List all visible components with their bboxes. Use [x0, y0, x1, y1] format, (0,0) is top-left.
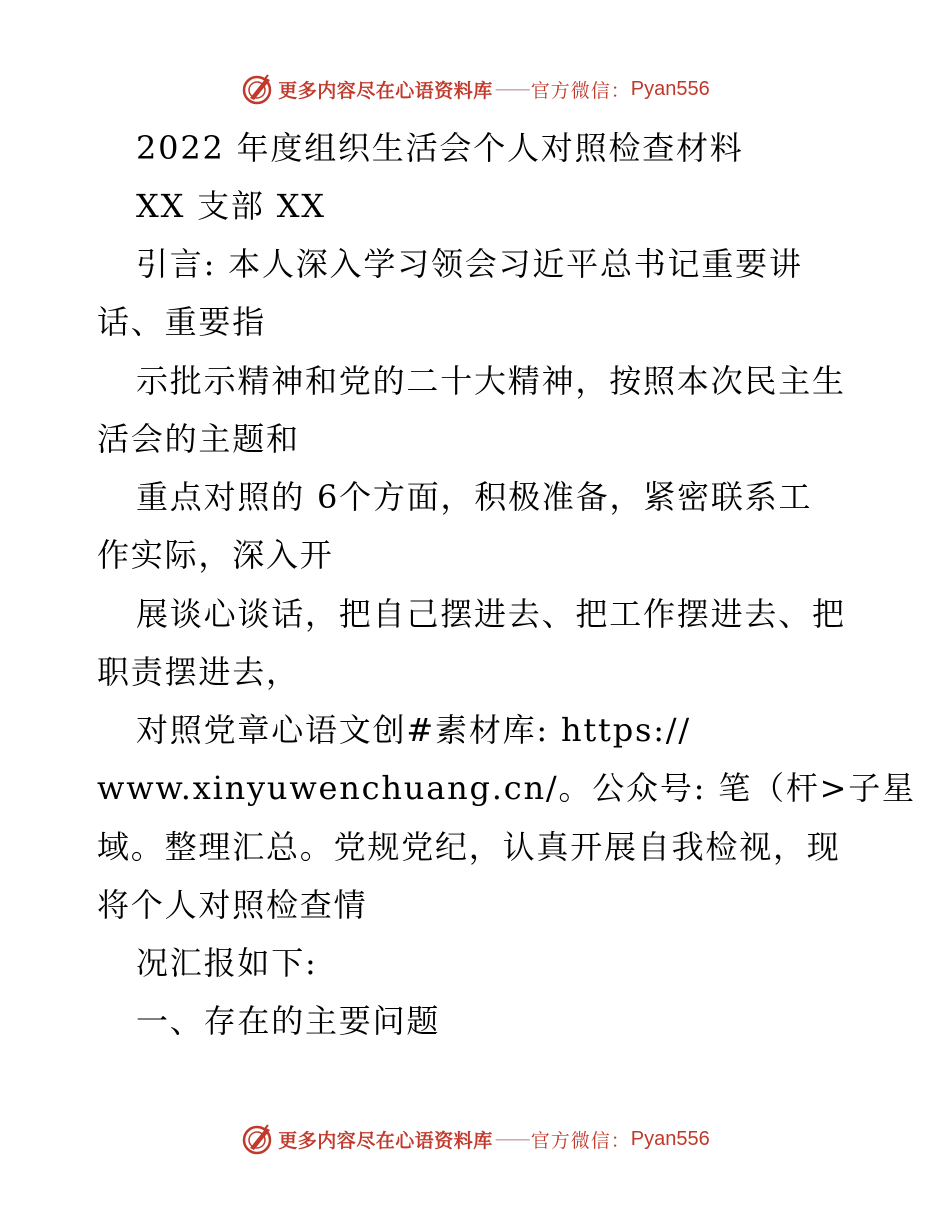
body-line: 域。整理汇总。党规党纪，认真开展自我检视，现: [97, 828, 841, 866]
watermark-official-label: 官方微信：: [530, 79, 631, 102]
body-line: 引言: 本人深入学习领会习近平总书记重要讲: [136, 245, 803, 283]
header-watermark: [0, 72, 950, 106]
watermark-brand: 更多内容尽在心语资料库: [278, 79, 493, 102]
watermark-dash: ——: [494, 1128, 529, 1150]
quill-logo-icon: [240, 1122, 274, 1156]
body-line: 况汇报如下:: [136, 944, 318, 982]
body-line: 活会的主题和: [97, 420, 300, 458]
body-line: 话、重要指: [97, 303, 267, 341]
body-line: 重点对照的 6个方面，积极准备，紧密联系工: [136, 478, 813, 516]
body-line: 职责摆进去，: [97, 653, 300, 691]
document-author: XX 支部 XX: [136, 187, 326, 225]
section-heading: 一、存在的主要问题: [136, 1002, 441, 1040]
body-line: www.xinyuwenchuang.cn/。公众号: 笔（杆>子星: [97, 769, 916, 807]
footer-watermark: [0, 1122, 950, 1156]
watermark-wechat-id: Pyan556: [630, 1127, 710, 1150]
document-title: 2022 年度组织生活会个人对照检查材料: [136, 129, 744, 167]
body-line: 对照党章心语文创#素材库: https://: [136, 711, 691, 749]
body-line: 展谈心谈话，把自己摆进去、把工作摆进去、把: [136, 595, 846, 633]
body-line: 示批示精神和党的二十大精神，按照本次民主生: [136, 362, 846, 400]
quill-logo-icon: [240, 72, 274, 106]
watermark-brand: 更多内容尽在心语资料库: [278, 1129, 493, 1152]
watermark-dash: ——: [494, 78, 529, 100]
watermark-wechat-id: Pyan556: [630, 77, 710, 100]
body-line: 将个人对照检查情: [97, 886, 368, 924]
watermark-official-label: 官方微信：: [530, 1129, 631, 1152]
body-line: 作实际，深入开: [97, 536, 334, 574]
